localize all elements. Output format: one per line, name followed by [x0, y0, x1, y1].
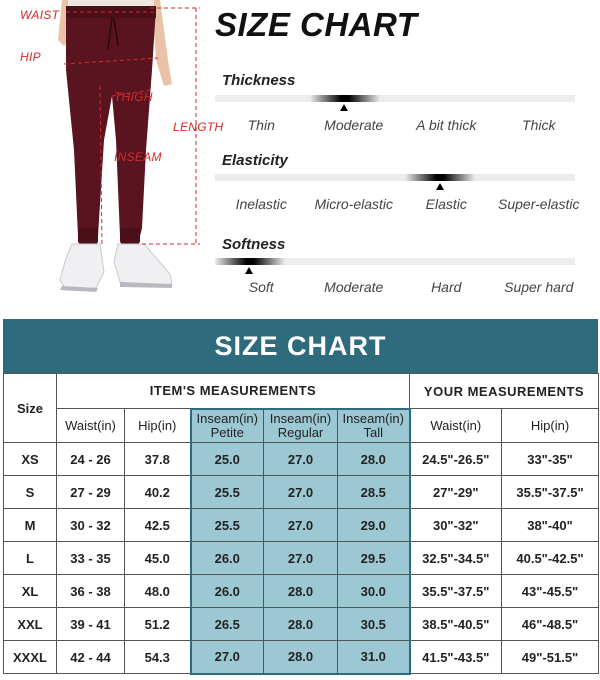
cell-your-hip: 33"-35" [502, 443, 599, 476]
thickness-scale-bar [215, 95, 575, 102]
table-row [4, 509, 599, 542]
cell-waist: 24 - 26 [57, 443, 125, 476]
elasticity-option: Elastic [425, 196, 467, 212]
cell-your-waist: 32.5"-34.5" [410, 542, 502, 575]
softness-marker [215, 258, 285, 265]
thickness-option: A bit thick [416, 117, 477, 133]
elasticity-option: Micro-elastic [314, 196, 394, 212]
cell-size: S [4, 476, 57, 509]
cell-waist: 39 - 41 [57, 608, 125, 641]
label-thigh: THIGH [114, 90, 153, 104]
cell-waist: 33 - 35 [57, 542, 125, 575]
elasticity-title: Elasticity [222, 152, 288, 169]
right-cuff [120, 228, 140, 244]
elasticity-option: Inelastic [235, 196, 287, 212]
cell-your-waist: 27"-29" [410, 476, 502, 509]
table-row [4, 476, 599, 509]
inseam-tall-header [338, 409, 410, 443]
cell-your-hip: 49"-51.5" [502, 641, 599, 674]
softness-option: Soft [248, 279, 274, 295]
shirt-hem [68, 0, 154, 6]
thickness-options [215, 117, 585, 133]
jogger-pants-figure [0, 0, 215, 310]
cell-waist: 42 - 44 [57, 641, 125, 674]
table-row [4, 542, 599, 575]
elasticity-options [215, 196, 585, 212]
label-waist: WAIST [20, 8, 60, 22]
waist-header: Waist(in) [57, 409, 125, 443]
right-shoe [114, 244, 172, 286]
cell-hip: 48.0 [125, 575, 191, 608]
inseam-tall-line1: Inseam(in) [342, 410, 404, 426]
cell-your-waist: 41.5"-43.5" [410, 641, 502, 674]
elasticity-scale-bar [215, 174, 575, 181]
table-row [4, 443, 599, 476]
inseam-regular-line2: Regular [277, 424, 324, 440]
inseam-petite-header [191, 409, 264, 443]
size-table [3, 373, 599, 675]
label-length: LENGTH [173, 120, 224, 134]
cell-your-hip: 46"-48.5" [502, 608, 599, 641]
cell-your-waist: 24.5"-26.5" [410, 443, 502, 476]
cell-petite: 25.0 [191, 443, 264, 476]
cell-your-waist: 38.5"-40.5" [410, 608, 502, 641]
label-hip: HIP [20, 50, 41, 64]
cell-regular: 27.0 [264, 509, 338, 542]
cell-hip: 37.8 [125, 443, 191, 476]
softness-title: Softness [222, 236, 286, 253]
thickness-marker [310, 95, 380, 102]
cell-size: XL [4, 575, 57, 608]
size-chart-title: SIZE CHART [215, 6, 418, 43]
inseam-regular-header [264, 409, 338, 443]
cell-regular: 27.0 [264, 542, 338, 575]
table-row [4, 575, 599, 608]
softness-scale-bar [215, 258, 575, 265]
cell-waist: 36 - 38 [57, 575, 125, 608]
thickness-title: Thickness [222, 72, 296, 89]
softness-arrow-icon [245, 267, 253, 274]
cell-your-hip: 38"-40" [502, 509, 599, 542]
pants-illustration [0, 0, 224, 310]
thickness-option: Thick [522, 117, 556, 133]
hip-header: Hip(in) [125, 409, 191, 443]
cell-tall: 30.5 [338, 608, 410, 641]
elasticity-option: Super-elastic [498, 196, 580, 212]
cell-hip: 45.0 [125, 542, 191, 575]
table-row [4, 641, 599, 674]
inseam-regular-line1: Inseam(in) [269, 410, 332, 426]
cell-waist: 27 - 29 [57, 476, 125, 509]
cell-tall: 31.0 [338, 641, 410, 674]
thickness-option: Moderate [324, 117, 384, 133]
inseam-petite-line1: Inseam(in) [196, 410, 258, 426]
thickness-arrow-icon [340, 104, 348, 111]
elasticity-arrow-icon [436, 183, 444, 190]
cell-size: XS [4, 443, 57, 476]
cell-hip: 40.2 [125, 476, 191, 509]
left-cuff [78, 228, 98, 244]
table-row [4, 608, 599, 641]
cell-tall: 29.0 [338, 509, 410, 542]
cell-your-hip: 40.5"-42.5" [502, 542, 599, 575]
size-column-header: Size [4, 374, 57, 443]
cell-petite: 25.5 [191, 509, 264, 542]
softness-option: Super hard [504, 279, 574, 295]
cell-petite: 26.5 [191, 608, 264, 641]
cell-waist: 30 - 32 [57, 509, 125, 542]
size-table-section [3, 319, 598, 677]
pants-body [66, 8, 156, 236]
cell-hip: 54.3 [125, 641, 191, 674]
cell-your-waist: 35.5"-37.5" [410, 575, 502, 608]
cell-regular: 27.0 [264, 443, 338, 476]
cell-size: L [4, 542, 57, 575]
cell-tall: 30.0 [338, 575, 410, 608]
cell-your-hip: 43"-45.5" [502, 575, 599, 608]
cell-regular: 28.0 [264, 608, 338, 641]
cell-regular: 28.0 [264, 641, 338, 674]
cell-tall: 28.0 [338, 443, 410, 476]
cell-size: XXXL [4, 641, 57, 674]
thickness-option: Thin [247, 117, 275, 133]
cell-petite: 27.0 [191, 641, 264, 674]
cell-petite: 26.0 [191, 542, 264, 575]
softness-option: Hard [431, 279, 462, 295]
inseam-petite-line2: Petite [210, 424, 244, 440]
cell-petite: 25.5 [191, 476, 264, 509]
cell-size: M [4, 509, 57, 542]
cell-your-hip: 35.5"-37.5" [502, 476, 599, 509]
inseam-tall-line2: Tall [363, 424, 384, 440]
size-table-body [4, 443, 599, 674]
table-title: SIZE CHART [3, 319, 598, 373]
label-inseam: INSEAM [114, 150, 162, 164]
cell-hip: 51.2 [125, 608, 191, 641]
left-shoe [60, 244, 104, 290]
cell-regular: 28.0 [264, 575, 338, 608]
softness-options [215, 279, 585, 295]
cell-size: XXL [4, 608, 57, 641]
cell-regular: 27.0 [264, 476, 338, 509]
your-hip-header: Hip(in) [502, 409, 599, 443]
your-waist-header: Waist(in) [410, 409, 502, 443]
cell-hip: 42.5 [125, 509, 191, 542]
elasticity-marker [405, 174, 475, 181]
cell-your-waist: 30"-32" [410, 509, 502, 542]
items-measurements-header: ITEM'S MEASUREMENTS [57, 374, 410, 409]
your-measurements-header: YOUR MEASUREMENTS [410, 374, 599, 409]
cell-tall: 28.5 [338, 476, 410, 509]
cell-petite: 26.0 [191, 575, 264, 608]
cell-tall: 29.5 [338, 542, 410, 575]
softness-option: Moderate [324, 279, 384, 295]
